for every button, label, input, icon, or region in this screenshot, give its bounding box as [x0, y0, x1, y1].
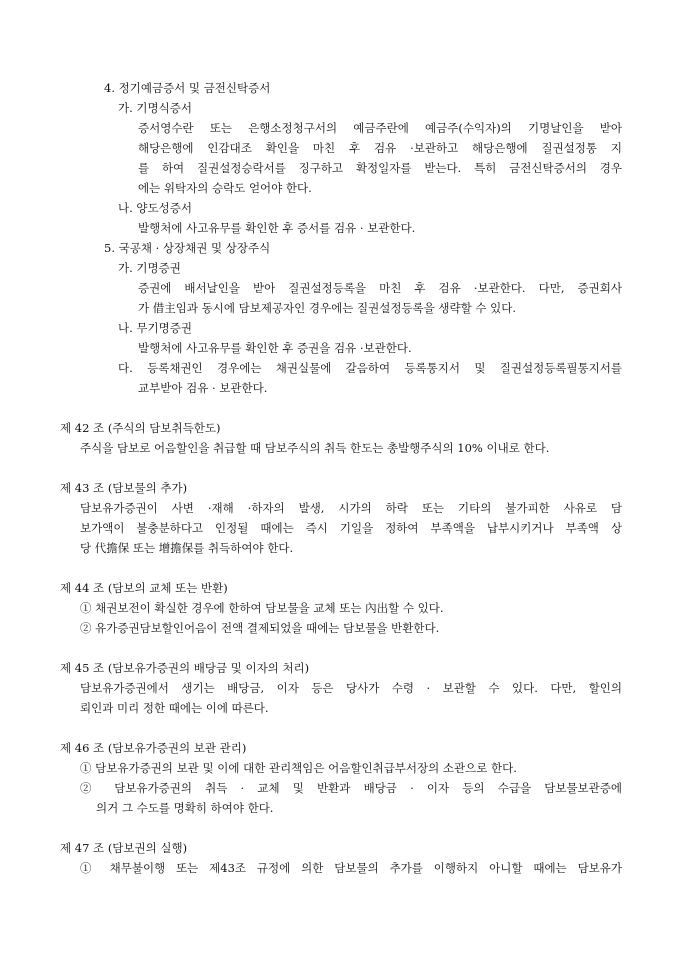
- art47-heading: 제 47 조 (담보권의 실행): [60, 841, 188, 855]
- item4-a-heading: 가. 기명식증서: [118, 101, 192, 115]
- art46-item-2-cont: 의거 그 수도를 명확히 하여야 한다.: [96, 801, 274, 815]
- art45-heading: 제 45 조 (담보유가증권의 배당금 및 이자의 처리): [60, 661, 310, 675]
- item5-a-body-line-2: 가 借主임과 동시에 담보제공자인 경우에는 질권설정등록을 생략할 수 있다.: [138, 301, 517, 315]
- art44-heading: 제 44 조 (담보의 교체 또는 반환): [60, 581, 228, 595]
- art43-body-line-3: 당 代擔保 또는 增擔保를 취득하여야 한다.: [80, 541, 294, 555]
- art42-heading: 제 42 조 (주식의 담보취득한도): [60, 421, 221, 435]
- art43-body-line-1: 담보유가증권이 사변 ·재해 ·하자의 발생, 시가의 하락 또는 기타의 불가피한 사유로 담: [80, 501, 622, 515]
- item5-c-line-1: 다. 등록채권인 경우에는 채권실물에 갈음하여 등록통지서 및 질권설정등록필통지서를: [118, 361, 622, 375]
- art46-item-1: ① 담보유가증권의 보관 및 이에 대한 관리책임은 어음할인취급부서장의 소관으로 한다.: [80, 761, 517, 775]
- item4-a-body-line-2: 해당은행에 인감대조 확인을 마친 후 검유 ·보관하고 해당은행에 질권설정통 지: [138, 141, 622, 155]
- item5-a-heading: 가. 기명증권: [118, 261, 181, 275]
- item5-a-body-line-1: 증권에 배서날인을 받아 질권설정등록을 마친 후 검유 ·보관한다. 다만, 증권회사: [138, 281, 622, 295]
- item5-b-heading: 나. 무기명증권: [118, 321, 192, 335]
- item4-heading: 4. 정기예금증서 및 금전신탁증서: [104, 81, 271, 95]
- art42-body: 주식을 담보로 어음할인을 취급할 때 담보주식의 취득 한도는 총발행주식의 10% 이내로 한다.: [80, 441, 550, 455]
- art43-body-line-2: 보가액이 불충분하다고 인정될 때에는 즉시 기일을 정하여 부족액을 납부시키거나 부족액 상: [80, 521, 622, 535]
- art45-body-line-2: 뢰인과 미리 정한 때에는 이에 따른다.: [80, 701, 269, 715]
- item4-b-heading: 나. 양도성증서: [118, 201, 192, 215]
- art44-item-1: ① 채권보전이 확실한 경우에 한하여 담보물을 교체 또는 內出할 수 있다.: [80, 601, 444, 615]
- item5-heading: 5. 국공채 · 상장채권 및 상장주식: [104, 241, 271, 255]
- art44-item-2: ② 유가증권담보할인어음이 전액 결제되었을 때에는 담보물을 반환한다.: [80, 621, 440, 635]
- art46-item-2: ② 담보유가증권의 취득 · 교체 및 반환과 배당금 · 이자 등의 수급을 담보물보관증에: [80, 781, 622, 795]
- item4-a-body-line-4: 에는 위탁자의 승락도 얻어야 한다.: [138, 181, 312, 195]
- art46-heading: 제 46 조 (담보유가증권의 보관 관리): [60, 741, 247, 755]
- art45-body-line-1: 담보유가증권에서 생기는 배당금, 이자 등은 당사가 수령 · 보관할 수 있다. 다만, 할인의: [80, 681, 622, 695]
- art47-item-1: ① 채무불이행 또는 제43조 규정에 의한 담보물의 추가를 이행하지 아니할 때에는 담보유가: [80, 861, 622, 875]
- art43-heading: 제 43 조 (담보물의 추가): [60, 481, 188, 495]
- item5-c-line-2: 교부받아 검유 · 보관한다.: [138, 381, 268, 395]
- item4-a-body-line-1: 증서영수란 또는 은행소정청구서의 예금주란에 예금주(수익자)의 기명날인을 받아: [138, 121, 622, 135]
- item5-b-body: 발행처에 사고유무를 확인한 후 증권을 검유 ·보관한다.: [138, 341, 412, 355]
- item4-b-body: 발행처에 사고유무를 확인한 후 증서를 검유 · 보관한다.: [138, 221, 416, 235]
- item4-a-body-line-3: 를 하여 질권설정승락서를 징구하고 확정일자를 받는다. 특히 금전신탁증서의 경우: [138, 161, 622, 175]
